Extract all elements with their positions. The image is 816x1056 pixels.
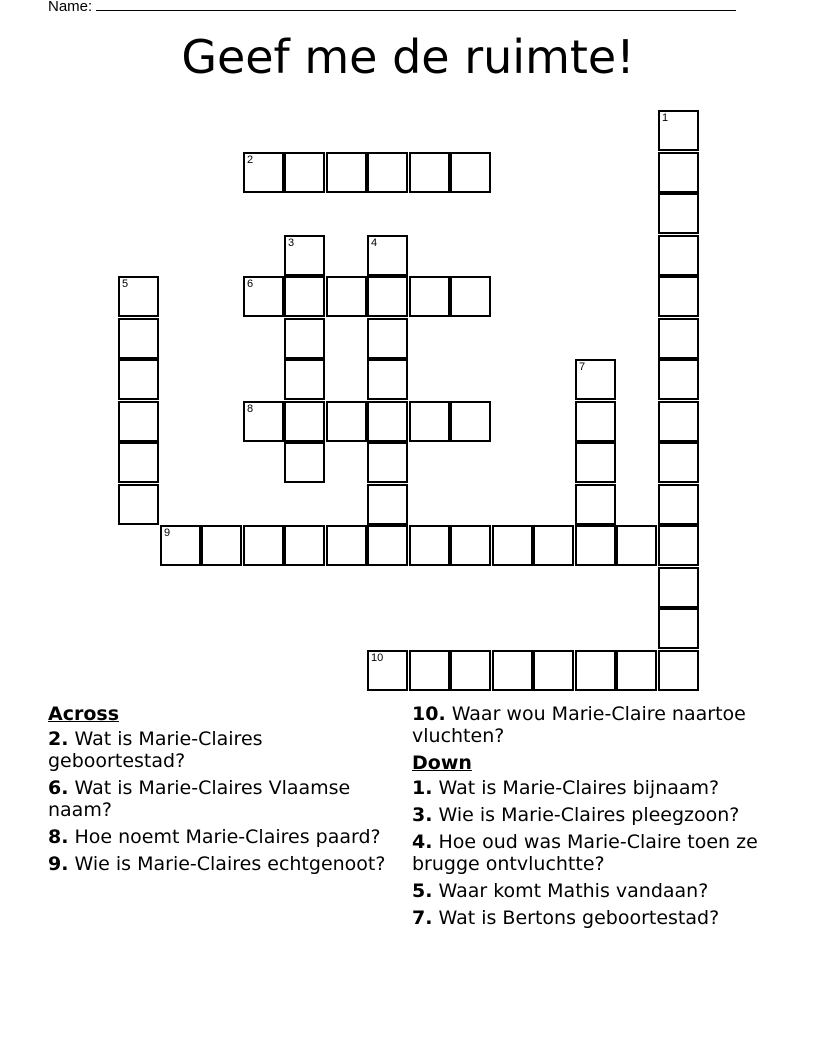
grid-cell[interactable] xyxy=(326,525,367,566)
down-heading: Down xyxy=(412,752,472,774)
clue-number-label: 7 xyxy=(579,361,586,373)
grid-cell[interactable] xyxy=(118,484,159,525)
grid-cell[interactable] xyxy=(658,276,699,317)
grid-cell[interactable] xyxy=(409,525,450,566)
across-clue xyxy=(412,703,762,747)
clue-text: Wie is Marie-Claires pleegzoon? xyxy=(438,804,740,826)
clue-number: 5. xyxy=(412,880,433,902)
clue-number-label: 4 xyxy=(371,237,378,249)
clue-number: 9. xyxy=(48,853,69,875)
grid-cell[interactable] xyxy=(575,442,616,483)
grid-cell[interactable] xyxy=(450,401,491,442)
clue-number: 4. xyxy=(412,831,433,853)
grid-cell[interactable] xyxy=(658,650,699,691)
grid-cell[interactable] xyxy=(118,318,159,359)
page-title: Geef me de ruimte! xyxy=(181,30,635,84)
grid-cell[interactable] xyxy=(450,152,491,193)
grid-cell[interactable] xyxy=(658,235,699,276)
across-clue xyxy=(48,777,388,821)
name-label: Name: xyxy=(48,0,93,15)
grid-cell[interactable] xyxy=(284,525,325,566)
grid-cell[interactable] xyxy=(326,401,367,442)
across-clue xyxy=(48,728,388,772)
grid-cell[interactable] xyxy=(658,401,699,442)
grid-cell[interactable] xyxy=(367,318,408,359)
clue-number: 10. xyxy=(412,703,446,725)
grid-cell[interactable] xyxy=(658,110,699,151)
clues-column-left xyxy=(48,703,388,880)
grid-cell[interactable] xyxy=(284,401,325,442)
grid-cell[interactable] xyxy=(575,359,616,400)
grid-cell[interactable] xyxy=(367,650,408,691)
grid-cell[interactable] xyxy=(575,650,616,691)
clue-number: 3. xyxy=(412,804,433,826)
grid-cell[interactable] xyxy=(658,442,699,483)
grid-cell[interactable] xyxy=(450,276,491,317)
grid-cell[interactable] xyxy=(575,484,616,525)
down-clue xyxy=(412,880,762,902)
clue-number: 8. xyxy=(48,826,69,848)
grid-cell[interactable] xyxy=(367,152,408,193)
clue-number-label: 8 xyxy=(247,403,254,415)
grid-cell[interactable] xyxy=(284,359,325,400)
grid-cell[interactable] xyxy=(450,525,491,566)
grid-cell[interactable] xyxy=(409,650,450,691)
grid-cell[interactable] xyxy=(409,401,450,442)
grid-cell[interactable] xyxy=(160,525,201,566)
grid-cell[interactable] xyxy=(284,276,325,317)
grid-cell[interactable] xyxy=(284,442,325,483)
clue-number-label: 1 xyxy=(662,112,669,124)
grid-cell[interactable] xyxy=(326,276,367,317)
clue-number-label: 5 xyxy=(122,278,129,290)
grid-cell[interactable] xyxy=(201,525,242,566)
grid-cell[interactable] xyxy=(658,318,699,359)
grid-cell[interactable] xyxy=(284,318,325,359)
grid-cell[interactable] xyxy=(367,525,408,566)
grid-cell[interactable] xyxy=(533,650,574,691)
down-clue xyxy=(412,804,762,826)
grid-cell[interactable] xyxy=(533,525,574,566)
grid-cell[interactable] xyxy=(616,525,657,566)
clue-text: Wat is Marie-Claires bijnaam? xyxy=(438,777,720,799)
grid-cell[interactable] xyxy=(284,235,325,276)
grid-cell[interactable] xyxy=(658,193,699,234)
grid-cell[interactable] xyxy=(492,525,533,566)
grid-cell[interactable] xyxy=(658,484,699,525)
grid-cell[interactable] xyxy=(367,484,408,525)
grid-cell[interactable] xyxy=(367,276,408,317)
grid-cell[interactable] xyxy=(367,235,408,276)
grid-cell[interactable] xyxy=(243,525,284,566)
clue-text: Wat is Marie-Claires geboortestad? xyxy=(48,728,263,772)
clue-number-label: 9 xyxy=(164,527,171,539)
clue-number-label: 3 xyxy=(288,237,295,249)
grid-cell[interactable] xyxy=(118,276,159,317)
grid-cell[interactable] xyxy=(409,152,450,193)
clue-text: Waar wou Marie-Claire naartoe vluchten? xyxy=(412,703,746,747)
grid-cell[interactable] xyxy=(118,359,159,400)
grid-cell[interactable] xyxy=(284,152,325,193)
clue-text: Waar komt Mathis vandaan? xyxy=(438,880,709,902)
grid-cell[interactable] xyxy=(658,608,699,649)
down-clue xyxy=(412,777,762,799)
grid-cell[interactable] xyxy=(243,276,284,317)
clues-column-right xyxy=(412,703,762,934)
grid-cell[interactable] xyxy=(243,152,284,193)
grid-cell[interactable] xyxy=(658,152,699,193)
grid-cell[interactable] xyxy=(118,442,159,483)
grid-cell[interactable] xyxy=(575,401,616,442)
down-clue xyxy=(412,907,762,929)
grid-cell[interactable] xyxy=(658,567,699,608)
grid-cell[interactable] xyxy=(450,650,491,691)
clue-number-label: 2 xyxy=(247,154,254,166)
grid-cell[interactable] xyxy=(658,525,699,566)
grid-cell[interactable] xyxy=(326,152,367,193)
grid-cell[interactable] xyxy=(243,401,284,442)
clue-number: 6. xyxy=(48,777,69,799)
clue-number: 7. xyxy=(412,907,433,929)
grid-cell[interactable] xyxy=(616,650,657,691)
clue-number: 1. xyxy=(412,777,433,799)
clue-text: Hoe oud was Marie-Claire toen ze brugge ontvluchtte? xyxy=(412,831,758,875)
grid-cell[interactable] xyxy=(575,525,616,566)
clue-number: 2. xyxy=(48,728,69,750)
across-heading: Across xyxy=(48,703,120,725)
grid-cell[interactable] xyxy=(409,276,450,317)
clue-text: Wat is Bertons geboortestad? xyxy=(438,907,720,929)
grid-cell[interactable] xyxy=(367,359,408,400)
clue-text: Wie is Marie-Claires echtgenoot? xyxy=(74,853,386,875)
across-clue xyxy=(48,853,388,875)
clue-number-label: 6 xyxy=(247,278,254,290)
down-clue xyxy=(412,831,762,875)
clue-text: Wat is Marie-Claires Vlaamse naam? xyxy=(48,777,351,821)
grid-cell[interactable] xyxy=(118,401,159,442)
grid-cell[interactable] xyxy=(492,650,533,691)
grid-cell[interactable] xyxy=(367,442,408,483)
clue-number-label: 10 xyxy=(371,652,384,664)
grid-cell[interactable] xyxy=(367,401,408,442)
across-clue xyxy=(48,826,388,848)
clue-text: Hoe noemt Marie-Claires paard? xyxy=(74,826,381,848)
grid-cell[interactable] xyxy=(658,359,699,400)
